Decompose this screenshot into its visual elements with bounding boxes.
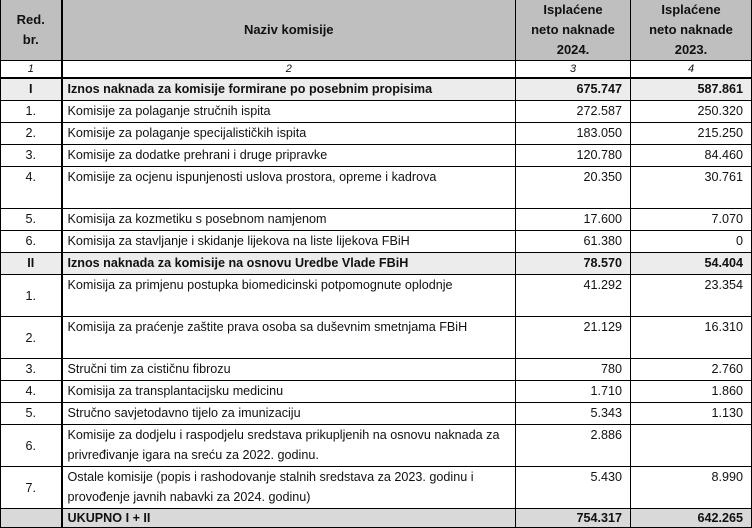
table-row <box>1 425 752 467</box>
table-row <box>1 101 752 123</box>
row-number: 3. <box>1 145 62 167</box>
row-value-2024: 5.430 <box>516 467 631 509</box>
header-2024 <box>516 0 631 61</box>
row-number: 4. <box>1 167 62 209</box>
column-index-2: 2 <box>62 61 516 79</box>
column-index-3: 3 <box>516 61 631 79</box>
row-name: Komisija za primjenu postupka biomedicinski potpomognute oplodnje <box>62 275 516 317</box>
row-value-2023: 7.070 <box>631 209 752 231</box>
header-2024-line1: Isplaćene <box>543 2 603 17</box>
row-name: Komisija za stavljanje i skidanje lijekova na liste lijekova FBiH <box>62 231 516 253</box>
row-value-2023: 16.310 <box>631 317 752 359</box>
section-value-2024: 675.747 <box>516 78 631 101</box>
row-value-2023: 1.860 <box>631 381 752 403</box>
table-row <box>1 317 752 359</box>
row-value-2023: 0 <box>631 231 752 253</box>
section-number: II <box>1 253 62 275</box>
header-naziv-komisije: Naziv komisije <box>62 0 516 61</box>
header-2024-line3: 2024. <box>556 42 590 57</box>
row-number: 5. <box>1 209 62 231</box>
row-value-2024: 41.292 <box>516 275 631 317</box>
column-index-1: 1 <box>1 61 62 79</box>
row-name: Stručni tim za cističnu fibrozu <box>62 359 516 381</box>
table-row <box>1 359 752 381</box>
table-row <box>1 231 752 253</box>
section-name: Iznos naknada za komisije formirane po posebnim propisima <box>62 78 516 101</box>
row-value-2024: 120.780 <box>516 145 631 167</box>
row-number: 1. <box>1 275 62 317</box>
header-2023-line1: Isplaćene <box>661 2 721 17</box>
section-name: Iznos naknada za komisije na osnovu Uredbe Vlade FBiH <box>62 253 516 275</box>
column-index-row <box>1 61 752 79</box>
row-name: Komisija za praćenje zaštite prava osoba sa duševnim smetnjama FBiH <box>62 317 516 359</box>
row-name: Ostale komisije (popis i rashodovanje stalnih sredstava za 2023. godinu i provođenje javnih nabavki za 2024. godinu) <box>62 467 516 509</box>
row-value-2023: 84.460 <box>631 145 752 167</box>
table-row <box>1 403 752 425</box>
row-value-2023: 250.320 <box>631 101 752 123</box>
table-row <box>1 209 752 231</box>
total-number-cell <box>1 509 62 528</box>
row-value-2024: 272.587 <box>516 101 631 123</box>
row-name: Komisije za ocjenu ispunjenosti uslova prostora, opreme i kadrova <box>62 167 516 209</box>
table-row <box>1 381 752 403</box>
row-name: Komisije za polaganje specijalističkih ispita <box>62 123 516 145</box>
table-row <box>1 167 752 209</box>
row-number: 1. <box>1 101 62 123</box>
total-value-2024: 754.317 <box>516 509 631 528</box>
total-row <box>1 509 752 528</box>
row-value-2024: 20.350 <box>516 167 631 209</box>
column-index-4: 4 <box>631 61 752 79</box>
header-red-br-line2: br. <box>22 32 39 47</box>
header-2023-line2: neto naknade <box>649 22 733 37</box>
section-value-2023: 54.404 <box>631 253 752 275</box>
section-value-2023: 587.861 <box>631 78 752 101</box>
table-row <box>1 145 752 167</box>
row-name: Stručno savjetodavno tijelo za imunizaciju <box>62 403 516 425</box>
header-red-br-line1: Red. <box>16 12 45 27</box>
table-row <box>1 467 752 509</box>
row-name: Komisije za polaganje stručnih ispita <box>62 101 516 123</box>
row-value-2023: 1.130 <box>631 403 752 425</box>
header-red-br <box>1 0 62 61</box>
row-value-2024: 183.050 <box>516 123 631 145</box>
header-2024-line2: neto naknade <box>531 22 615 37</box>
header-2023 <box>631 0 752 61</box>
row-number: 3. <box>1 359 62 381</box>
row-name: Komisija za kozmetiku s posebnom namjenom <box>62 209 516 231</box>
row-number: 5. <box>1 403 62 425</box>
total-value-2023: 642.265 <box>631 509 752 528</box>
section-value-2024: 78.570 <box>516 253 631 275</box>
row-value-2023: 8.990 <box>631 467 752 509</box>
row-value-2023 <box>631 425 752 467</box>
section-row-1 <box>1 78 752 101</box>
header-2023-line3: 2023. <box>674 42 708 57</box>
row-value-2023: 30.761 <box>631 167 752 209</box>
row-value-2023: 2.760 <box>631 359 752 381</box>
row-value-2024: 2.886 <box>516 425 631 467</box>
row-value-2024: 1.710 <box>516 381 631 403</box>
row-value-2024: 780 <box>516 359 631 381</box>
row-number: 4. <box>1 381 62 403</box>
header-row <box>1 0 752 61</box>
row-value-2024: 5.343 <box>516 403 631 425</box>
row-value-2024: 17.600 <box>516 209 631 231</box>
section-row-2 <box>1 253 752 275</box>
row-number: 2. <box>1 123 62 145</box>
row-name: Komisije za dodjelu i raspodjelu sredstava prikupljenih na osnovu naknada za privređivanje igara na sreću za 2022. godinu. <box>62 425 516 467</box>
row-value-2024: 61.380 <box>516 231 631 253</box>
row-value-2024: 21.129 <box>516 317 631 359</box>
table-row <box>1 275 752 317</box>
row-value-2023: 215.250 <box>631 123 752 145</box>
row-name: Komisija za transplantacijsku medicinu <box>62 381 516 403</box>
table-row <box>1 123 752 145</box>
row-number: 2. <box>1 317 62 359</box>
row-number: 7. <box>1 467 62 509</box>
row-number: 6. <box>1 231 62 253</box>
row-name: Komisije za dodatke prehrani i druge pripravke <box>62 145 516 167</box>
row-value-2023: 23.354 <box>631 275 752 317</box>
section-number: I <box>1 78 62 101</box>
total-label: UKUPNO I + II <box>62 509 516 528</box>
row-number: 6. <box>1 425 62 467</box>
